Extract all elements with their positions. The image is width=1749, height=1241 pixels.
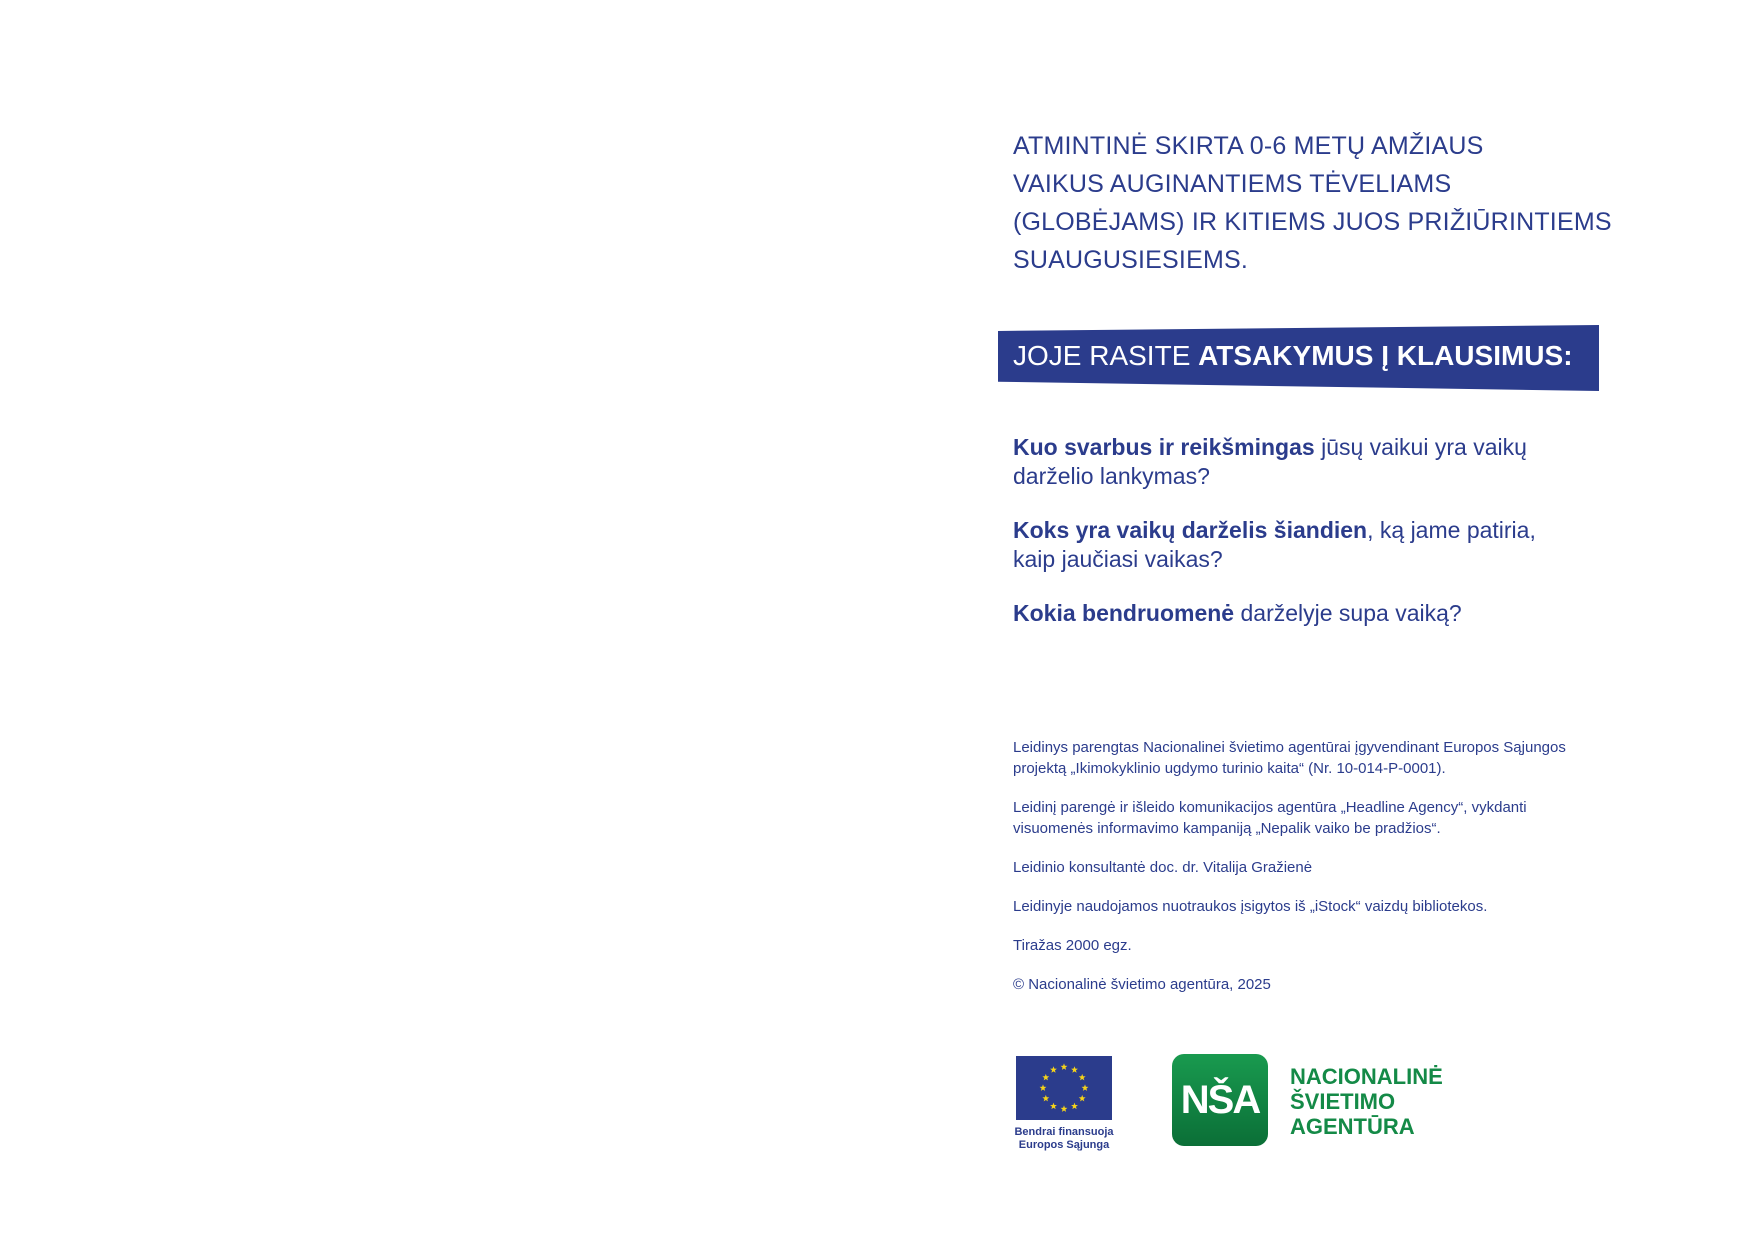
nsa-logo-mark-icon (1172, 1054, 1268, 1146)
colophon-consultant (1013, 857, 1663, 878)
question-1 (1013, 433, 1653, 491)
eu-star (1082, 1084, 1089, 1091)
question-bold: Kokia bendruomenė (1013, 600, 1235, 626)
question-bold: Kuo svarbus ir reikšmingas (1013, 434, 1315, 460)
eu-star (1042, 1074, 1049, 1081)
colophon-line: Leidinio konsultantė doc. dr. Vitalija Gražienė (1013, 859, 1313, 876)
banner-lead: JOJE RASITE (1013, 340, 1199, 371)
colophon-line: visuomenės informavimo kampaniją „Nepalik vaiko be pradžios“. (1013, 820, 1441, 837)
question-bold: Koks yra vaikų darželis šiandien (1013, 517, 1368, 543)
question-rest: darželyje supa vaiką? (1234, 600, 1462, 626)
colophon-copyright (1013, 974, 1663, 995)
colophon-line: Leidinyje naudojamos nuotraukos įsigytos iš „iStock“ vaizdų bibliotekos. (1013, 898, 1488, 915)
nsa-name-line: NACIONALINĖ (1290, 1064, 1443, 1089)
nsa-name-line: ŠVIETIMO (1290, 1089, 1396, 1114)
question-3 (1013, 599, 1653, 628)
nsa-logo (1172, 1054, 1462, 1146)
eu-caption-line: Europos Sąjunga (1018, 1139, 1110, 1151)
intro-line: VAIKUS AUGINANTIEMS TĖVELIAMS (1013, 170, 1452, 198)
eu-star (1042, 1095, 1049, 1102)
question-2 (1013, 516, 1653, 574)
eu-cofunded-logo (1013, 1056, 1115, 1152)
eu-star (1071, 1103, 1078, 1110)
colophon-line: Tiražas 2000 egz. (1013, 937, 1132, 954)
colophon-line: © Nacionalinė švietimo agentūra, 2025 (1013, 976, 1271, 993)
intro-line: SUAUGUSIESIEMS. (1013, 246, 1248, 274)
colophon-project (1013, 737, 1663, 779)
eu-star (1071, 1066, 1078, 1073)
question-line (1013, 516, 1653, 545)
intro-line: ATMINTINĖ SKIRTA 0-6 METŲ AMŽIAUS (1013, 132, 1484, 160)
colophon-photos (1013, 896, 1663, 917)
eu-caption (1013, 1126, 1115, 1152)
nsa-mark-text: NŠA (1180, 1078, 1260, 1122)
eu-star (1050, 1066, 1057, 1073)
eu-star (1079, 1095, 1086, 1102)
colophon-line: Leidinys parengtas Nacionalinei švietimo agentūrai įgyvendinant Europos Sąjungos (1013, 739, 1566, 756)
intro-heading (1013, 127, 1663, 279)
banner-heading (1013, 336, 1573, 376)
eu-star (1040, 1084, 1047, 1091)
eu-star (1050, 1103, 1057, 1110)
eu-star (1079, 1074, 1086, 1081)
eu-flag-icon (1016, 1056, 1112, 1120)
question-line-2: darželio lankymas? (1013, 463, 1210, 489)
eu-star (1061, 1105, 1068, 1112)
nsa-name (1290, 1064, 1443, 1139)
question-line (1013, 599, 1653, 628)
question-rest: jūsų vaikui yra vaikų (1314, 434, 1527, 460)
question-line-2: kaip jaučiasi vaikas? (1013, 546, 1223, 572)
eu-star (1061, 1063, 1068, 1070)
question-rest: , ką jame patiria, (1367, 517, 1536, 543)
eu-caption-line: Bendrai finansuoja (1014, 1126, 1114, 1138)
colophon-line: projektą „Ikimokyklinio ugdymo turinio kaita“ (Nr. 10-014-P-0001). (1013, 760, 1446, 777)
intro-line: (GLOBĖJAMS) IR KITIEMS JUOS PRIŽIŪRINTIEMS (1013, 208, 1612, 236)
colophon-print-run (1013, 935, 1663, 956)
nsa-name-line: AGENTŪRA (1290, 1114, 1415, 1139)
colophon-line: Leidinį parengė ir išleido komunikacijos agentūra „Headline Agency“, vykdanti (1013, 799, 1527, 816)
banner-bold: ATSAKYMUS Į KLAUSIMUS: (1198, 340, 1573, 371)
question-line (1013, 433, 1653, 462)
eu-stars-icon (1016, 1056, 1112, 1120)
colophon-agency (1013, 797, 1663, 839)
